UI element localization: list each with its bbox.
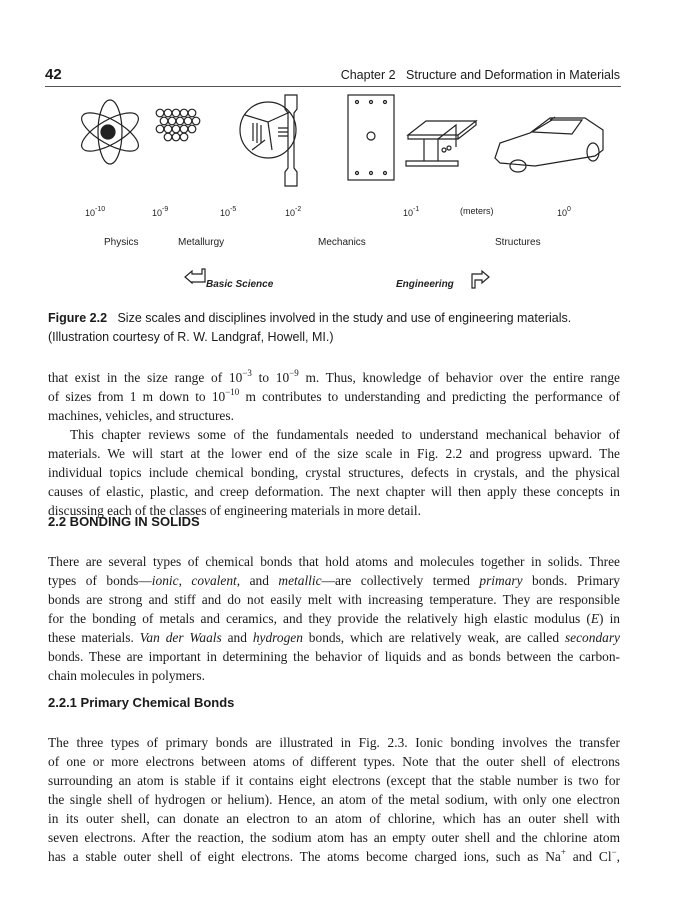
text-line (48, 828, 620, 847)
text-line (48, 571, 620, 590)
superscript: −9 (289, 368, 299, 378)
atom-circle (172, 125, 180, 133)
text-run: bonds, which are relatively weak, are called (302, 630, 565, 645)
text-line (48, 790, 620, 809)
paragraph (48, 733, 620, 866)
scale-base: 10 (557, 208, 568, 218)
text-line (48, 752, 620, 771)
text-run: has a stable outer shell of eight electrons. The atoms become charged ions, such as Na (48, 849, 561, 864)
car-illustration (495, 117, 603, 172)
text-run: seven electrons. After the reaction, the sodium atom has an empty outer shell and the chlorine atom (48, 830, 620, 845)
text-line (48, 463, 620, 482)
scale-exponent: -1 (413, 206, 420, 213)
scale-base: 10 (85, 208, 96, 218)
text-run: and (221, 630, 253, 645)
text-run: of one or more electrons between atoms of different types. Note that the outer shell of electrons (48, 754, 620, 769)
superscript: − (611, 847, 617, 857)
text-line (48, 809, 620, 828)
italic-term: covalent (191, 573, 237, 588)
text-run: of sizes from 1 m down to 10 (48, 389, 226, 404)
atom-circle (168, 117, 176, 125)
text-line (48, 847, 620, 866)
italic-term: E (590, 611, 599, 626)
text-run: , and (236, 573, 279, 588)
atom-circle (192, 117, 200, 125)
text-line (48, 482, 620, 501)
superscript: −3 (242, 368, 252, 378)
text-run: bonds. These are important in determining the behavior of liquids and as bonds between the carbon- (48, 649, 620, 664)
italic-term: ionic (151, 573, 179, 588)
atom-circle (188, 125, 196, 133)
paragraph (48, 552, 620, 685)
scale-label (85, 206, 105, 218)
text-run: materials. We will start at the lower end of the size scale in Fig. 2.2 and progress upward. The (48, 446, 620, 461)
scale-exponent: 0 (567, 206, 571, 213)
page-number: 42 (45, 66, 62, 83)
basic-science-label: Basic Science (206, 279, 274, 290)
atom-circle (180, 133, 188, 141)
text-line (48, 444, 620, 463)
text-line (48, 406, 620, 425)
italic-term: hydrogen (252, 630, 303, 645)
atom-circle (184, 117, 192, 125)
text-run: machines, vehicles, and structures. (48, 408, 234, 423)
text-run: in its outer shell, can donate an electron to an atom of chlorine, which has an outer shell with (48, 811, 620, 826)
atom-circle (188, 109, 196, 117)
text-run: The three types of primary bonds are illustrated in Fig. 2.3. Ionic bonding involves the transfer (48, 735, 620, 750)
scale-base: 10 (285, 208, 296, 218)
paragraph (48, 425, 620, 520)
caption-text: Size scales and disciplines involved in the study and use of engineering materials. (117, 311, 572, 325)
text-run: , (616, 849, 620, 864)
text-line (48, 666, 620, 685)
atom-circle (172, 133, 180, 141)
atom-circle (160, 117, 168, 125)
text-line (48, 628, 620, 647)
atom-circle (176, 117, 184, 125)
text-run: m contributes to understanding and predicting the performance of (239, 389, 620, 404)
atom-circle (156, 109, 164, 117)
engineering-arrow-icon (472, 271, 489, 288)
atom-circle (180, 125, 188, 133)
basic-science-arrow-icon (185, 269, 205, 283)
scale-exponent: -5 (230, 206, 237, 213)
scale-label (285, 206, 301, 218)
discipline-label: Physics (104, 237, 139, 248)
text-run: bonds. Primary (522, 573, 620, 588)
discipline-label: Mechanics (318, 237, 366, 248)
text-run: m. Thus, knowledge of behavior over the entire range (298, 370, 620, 385)
superscript: + (560, 847, 566, 857)
header-rule (45, 86, 621, 87)
text-run: chain molecules in polymers. (48, 668, 205, 683)
scale-label (557, 206, 571, 218)
text-run: discussing each of the classes of engineering materials in more detail. (48, 503, 421, 518)
text-line (48, 590, 620, 609)
italic-term: metallic (278, 573, 322, 588)
scale-base: 10 (152, 208, 163, 218)
paragraph (48, 368, 620, 425)
atom-illustration (76, 100, 143, 164)
text-run: individual topics include chemical bonding, crystal structures, defects in crystals, and the physical (48, 465, 620, 480)
figure-caption (48, 309, 623, 347)
i-beam-illustration (406, 121, 476, 166)
subsection-heading: 2.2.1 Primary Chemical Bonds (48, 695, 235, 710)
atom-circle (180, 109, 188, 117)
scale-base: 10 (220, 208, 231, 218)
units-label: (meters) (460, 206, 494, 216)
text-line (48, 733, 620, 752)
text-run: the single shell of hydrogen or helium). Hence, an atom of the metal sodium, with only one electron (48, 792, 620, 807)
engineering-label: Engineering (396, 279, 454, 290)
atom-circle (172, 109, 180, 117)
scale-label (403, 206, 419, 218)
atom-circle (164, 125, 172, 133)
text-run: causes of elastic, plastic, and creep deformation. The next chapter will then apply these concepts in (48, 484, 620, 499)
text-run: to 10 (251, 370, 290, 385)
italic-term: primary (479, 573, 523, 588)
discipline-label: Structures (495, 237, 541, 248)
italic-term: secondary (564, 630, 620, 645)
plate-component-illustration (348, 95, 394, 180)
text-line (48, 609, 620, 628)
text-run: —are collectively termed (321, 573, 480, 588)
size-scale-figure (40, 90, 630, 300)
atom-circle (164, 133, 172, 141)
crystal-lattice-illustration (156, 109, 200, 141)
text-run: , (178, 573, 192, 588)
scale-exponent: -10 (95, 206, 106, 213)
text-line (48, 771, 620, 790)
discipline-label: Metallurgy (178, 237, 225, 248)
atom-circle (164, 109, 172, 117)
text-run: and Cl (565, 849, 612, 864)
text-run: that exist in the size range of 10 (48, 370, 243, 385)
text-run: types of bonds— (48, 573, 152, 588)
scale-base: 10 (403, 208, 414, 218)
superscript: −10 (225, 387, 240, 397)
text-line (48, 425, 620, 444)
text-line (48, 552, 620, 571)
figure-label: Figure 2.2 (48, 311, 108, 325)
caption-credit: (Illustration courtesy of R. W. Landgraf, Howell, MI.) (48, 330, 334, 344)
text-run: This chapter reviews some of the fundamentals needed to understand mechanical behavior of (70, 427, 620, 442)
scale-label (220, 206, 236, 218)
atom-circle (156, 125, 164, 133)
text-run: bonds are strong and stiff and do not easily melt with increasing temperature. They are responsible (48, 592, 620, 607)
text-run: There are several types of chemical bonds that hold atoms and molecules together in solids. Three (48, 554, 620, 569)
text-line (48, 647, 620, 666)
text-run: for the bonding of metals and ceramics, and they provide the relatively high elastic modulus ( (48, 611, 591, 626)
italic-term: Van der Waals (139, 630, 222, 645)
text-run: these materials. (48, 630, 140, 645)
section-heading: 2.2 BONDING IN SOLIDS (48, 514, 200, 529)
text-run: ) in (599, 611, 620, 626)
scale-exponent: -2 (295, 206, 302, 213)
running-header: Chapter 2 Structure and Deformation in Materials (340, 68, 620, 82)
scale-exponent: -9 (162, 206, 169, 213)
text-line (48, 387, 620, 406)
text-line (48, 368, 620, 387)
text-run: surrounding an atom is stable if it contains eight electrons (except that the stable number is two for (48, 773, 620, 788)
scale-label (152, 206, 168, 218)
